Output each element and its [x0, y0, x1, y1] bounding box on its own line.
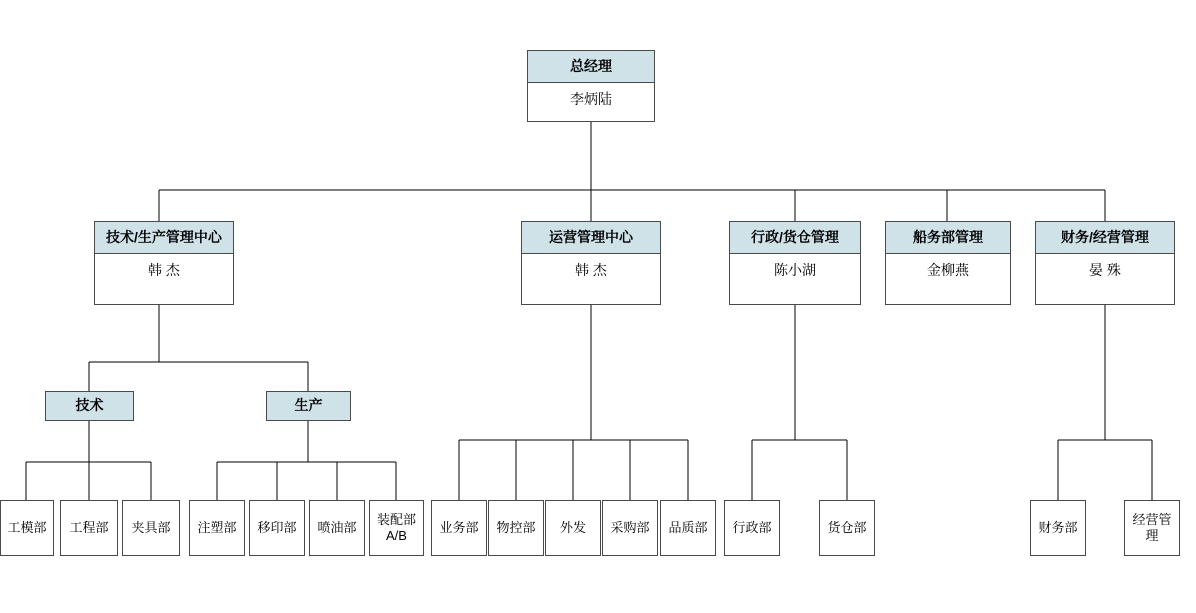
node-purchase-dept[interactable]: 采购部 [602, 500, 658, 556]
node-admin-dept[interactable]: 行政部 [724, 500, 780, 556]
node-finance-dept[interactable]: 财务部 [1030, 500, 1086, 556]
node-quality-dept[interactable]: 品质部 [660, 500, 716, 556]
node-outsourcing-dept[interactable]: 外发 [545, 500, 601, 556]
node-ops-center-person: 韩 杰 [575, 261, 607, 278]
node-tech[interactable]: 技术 [45, 391, 134, 421]
node-finance-mgmt[interactable] [1035, 221, 1175, 305]
node-assembly-dept[interactable]: 装配部A/B [369, 500, 424, 556]
node-operation-dept[interactable]: 经营管理 [1124, 500, 1180, 556]
node-ceo-title: 总经理 [528, 51, 654, 83]
node-ops-center-title: 运营管理中心 [522, 222, 660, 254]
node-finance-mgmt-person: 晏 殊 [1089, 261, 1121, 278]
node-mold-dept[interactable]: 工模部 [0, 500, 54, 556]
node-fixture-dept[interactable]: 夹具部 [122, 500, 180, 556]
node-tech-prod-center[interactable] [94, 221, 234, 305]
node-admin-warehouse-person: 陈小湖 [774, 261, 816, 278]
node-shipping-title: 船务部管理 [886, 222, 1010, 254]
node-engineering-dept[interactable]: 工程部 [60, 500, 118, 556]
node-ops-center[interactable] [521, 221, 661, 305]
node-ceo-person: 李炳陆 [570, 90, 612, 107]
node-shipping[interactable] [885, 221, 1011, 305]
node-shipping-person: 金柳燕 [927, 261, 969, 278]
node-tech-prod-center-title: 技术/生产管理中心 [95, 222, 233, 254]
node-tech-prod-center-person: 韩 杰 [148, 261, 180, 278]
node-warehouse-dept[interactable]: 货仓部 [819, 500, 875, 556]
node-injection-dept[interactable]: 注塑部 [189, 500, 245, 556]
node-admin-warehouse[interactable] [729, 221, 861, 305]
node-business-dept[interactable]: 业务部 [431, 500, 487, 556]
node-ceo[interactable] [527, 50, 655, 122]
node-spray-dept[interactable]: 喷油部 [309, 500, 365, 556]
node-production[interactable]: 生产 [266, 391, 351, 421]
node-admin-warehouse-title: 行政/货仓管理 [730, 222, 860, 254]
node-material-control-dept[interactable]: 物控部 [488, 500, 544, 556]
node-finance-mgmt-title: 财务/经营管理 [1036, 222, 1174, 254]
node-padprint-dept[interactable]: 移印部 [249, 500, 305, 556]
